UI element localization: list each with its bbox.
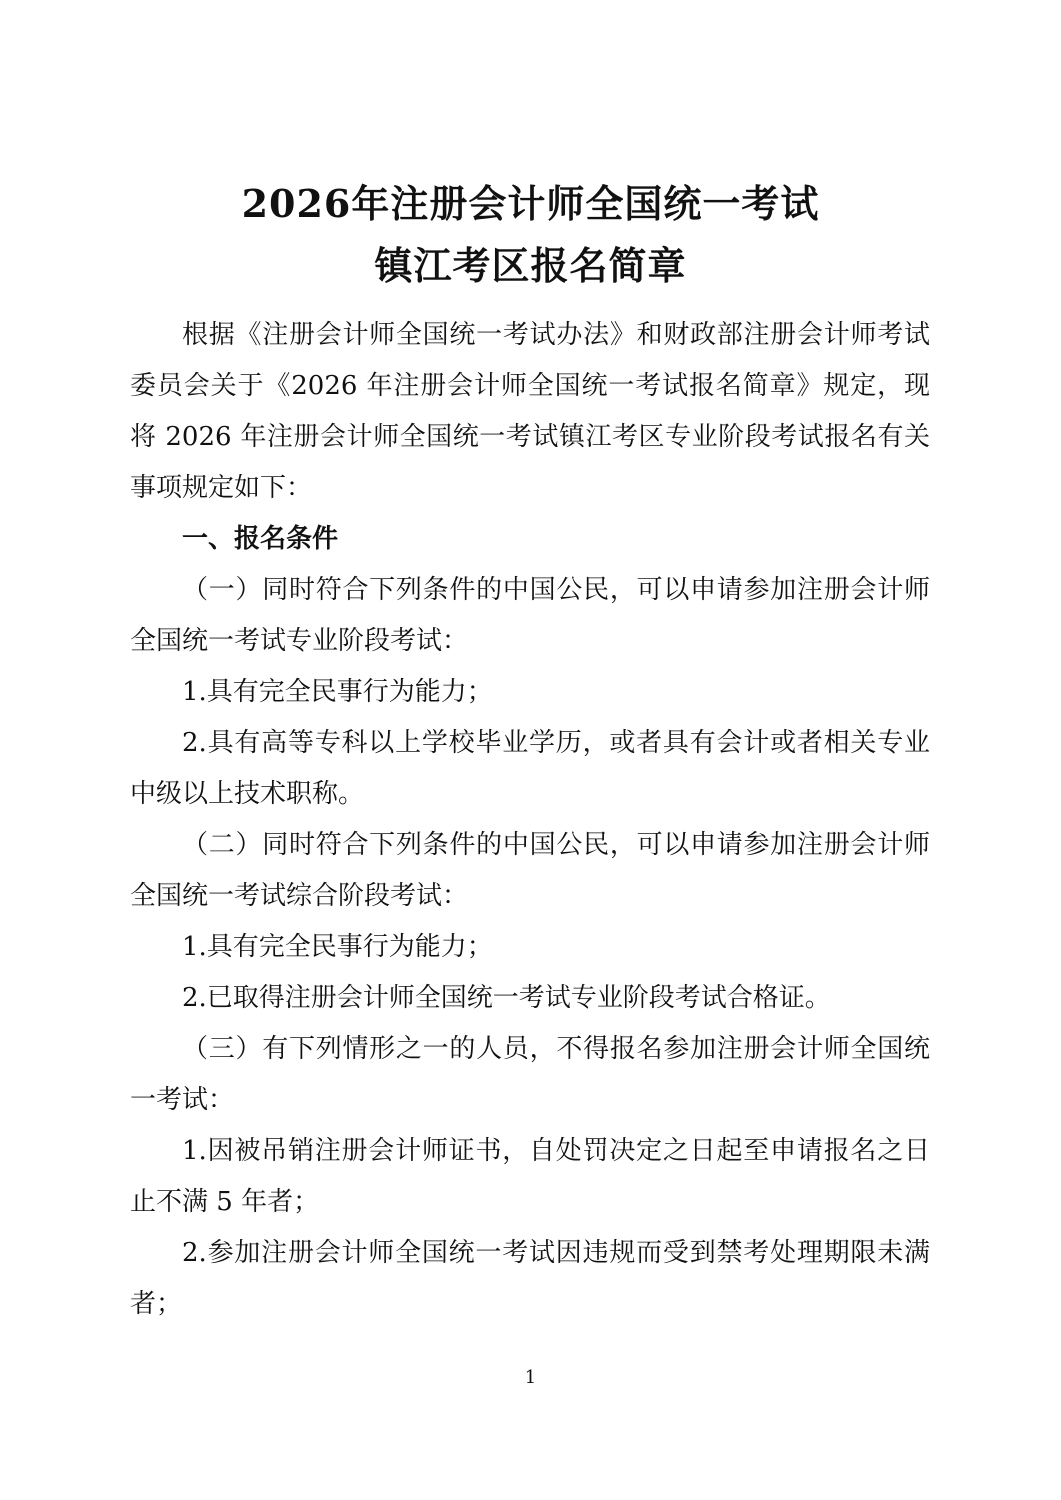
condition-2-item-2: 2.已取得注册会计师全国统一考试专业阶段考试合格证。 <box>182 983 831 1013</box>
condition-1-paragraph: （一）同时符合下列条件的中国公民，可以申请参加注册会计师全国统一考试专业阶段考试： <box>130 575 930 656</box>
document-body <box>130 310 930 1330</box>
intro-paragraph: 根据《注册会计师全国统一考试办法》和财政部注册会计师考试委员会关于《2026 年注册会计师全国统一考试报名简章》规定，现将 2026 年注册会计师全国统一考试镇江考区专业阶段考试报名有关事项规定如下： <box>130 320 930 503</box>
section-heading-registration-conditions: 一、报名条件 <box>182 524 339 554</box>
document-title-line-1: 2026年注册会计师全国统一考试 <box>241 181 820 226</box>
condition-3-item-2: 2.参加注册会计师全国统一考试因违规而受到禁考处理期限未满者； <box>130 1238 930 1319</box>
condition-3-item-1: 1.因被吊销注册会计师证书，自处罚决定之日起至申请报名之日止不满 5 年者； <box>130 1136 930 1217</box>
page-number: 1 <box>524 1367 537 1388</box>
condition-3-paragraph: （三）有下列情形之一的人员，不得报名参加注册会计师全国统一考试： <box>130 1034 930 1115</box>
condition-2-paragraph: （二）同时符合下列条件的中国公民，可以申请参加注册会计师全国统一考试综合阶段考试： <box>130 830 930 911</box>
condition-2-item-1: 1.具有完全民事行为能力； <box>182 932 493 962</box>
condition-1-item-1: 1.具有完全民事行为能力； <box>182 677 493 707</box>
document-title-line-2: 镇江考区报名简章 <box>374 243 687 288</box>
condition-1-item-2: 2.具有高等专科以上学校毕业学历，或者具有会计或者相关专业中级以上技术职称。 <box>130 728 930 809</box>
